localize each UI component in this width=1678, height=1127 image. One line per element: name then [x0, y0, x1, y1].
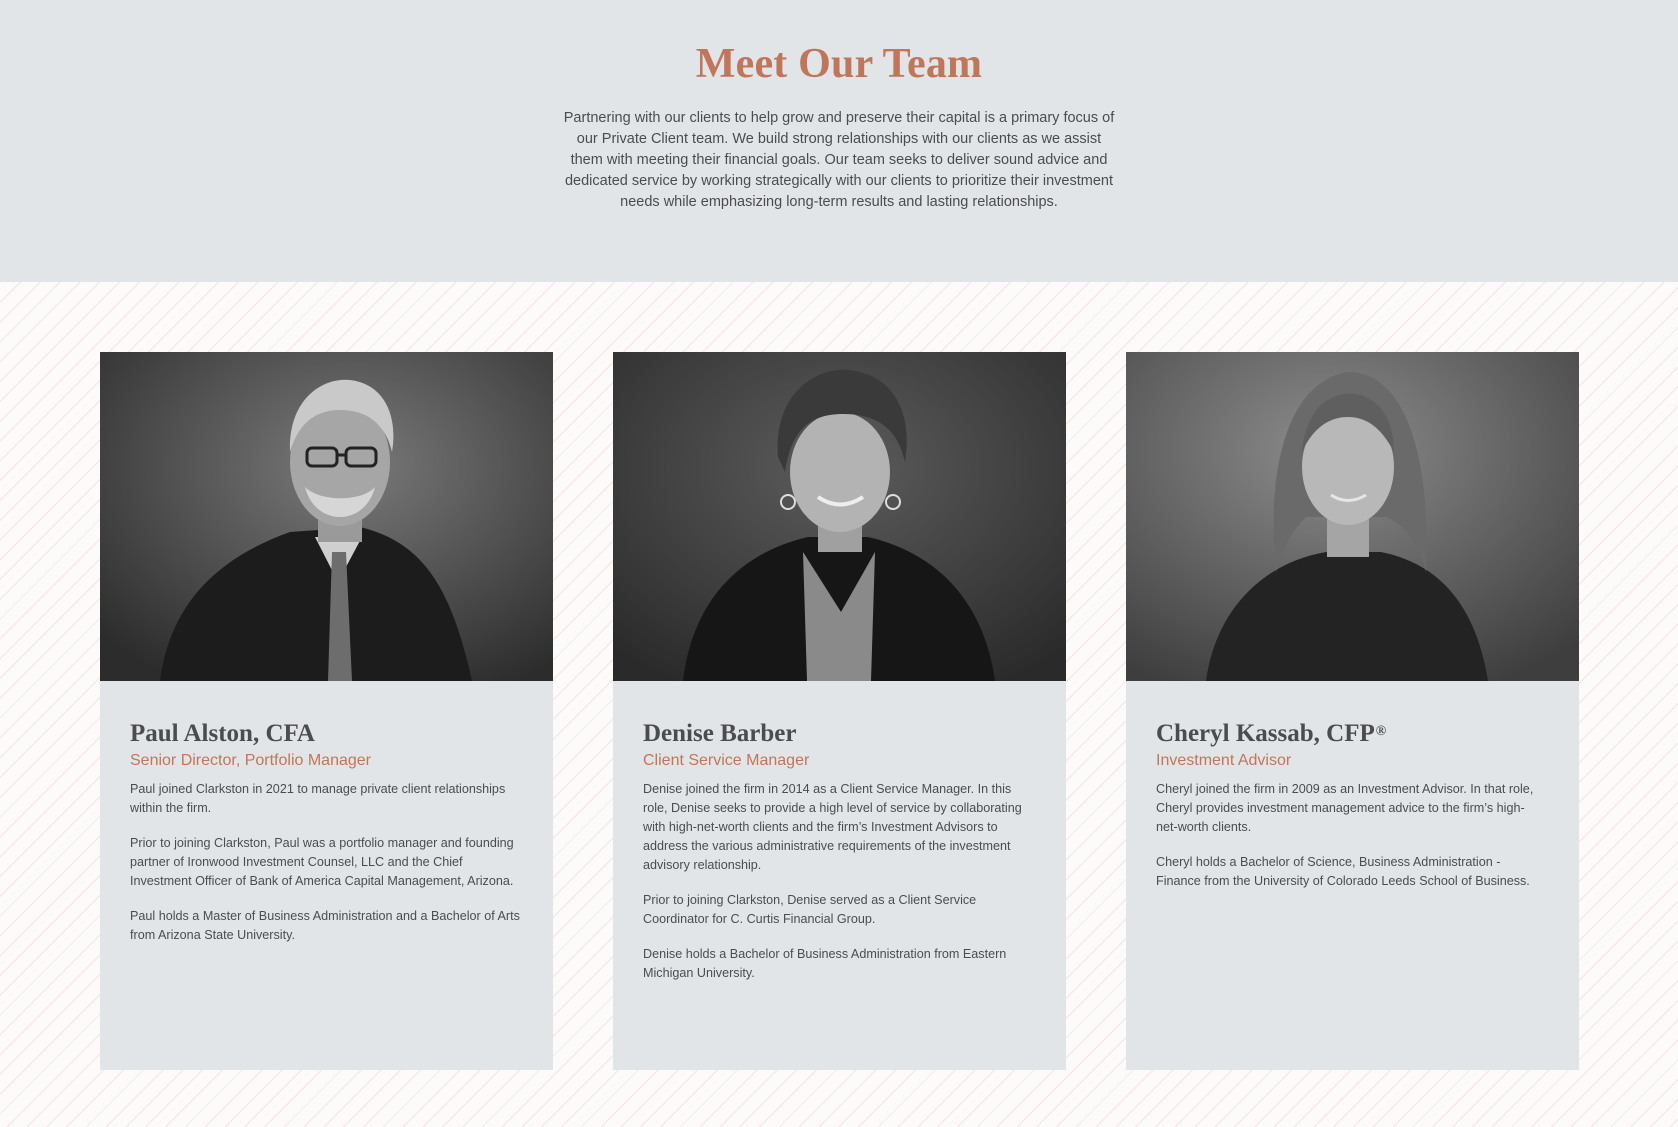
intro-text: Partnering with our clients to help grow and preserve their capital is a primary focus of our Private Client team. We build strong relationships with our clients as we assist them with meeting their financial goals. Our team seeks to deliver sound advice and dedicated service by working strategically with our clients to prioritize their investment needs while emphasizing long-term results and lasting relationships.	[563, 110, 1115, 210]
bio-paragraph: Paul joined Clarkston in 2021 to manage private client relationships within the firm.	[130, 782, 506, 815]
team-member-title: Senior Director, Portfolio Manager	[130, 752, 371, 769]
team-card-cheryl-kassab	[1126, 352, 1579, 1070]
registered-mark: ®	[1375, 724, 1387, 739]
bio-paragraph: Paul holds a Master of Business Administration and a Bachelor of Arts from Arizona State University.	[130, 909, 520, 942]
team-card-denise-barber	[613, 352, 1066, 1070]
team-card-paul-alston	[100, 352, 553, 1070]
bio-paragraph: Denise holds a Bachelor of Business Administration from Eastern Michigan University.	[643, 947, 1007, 980]
bio-paragraph: Cheryl holds a Bachelor of Science, Business Administration - Finance from the University of Colorado Leeds School of Business.	[1156, 855, 1530, 888]
team-member-name	[1156, 719, 1546, 749]
page-title: Meet Our Team	[695, 41, 983, 87]
bio-paragraph: Prior to joining Clarkston, Denise served as a Client Service Coordinator for C. Curtis Financial Group.	[643, 893, 977, 926]
team-member-name: Denise Barber	[643, 720, 797, 747]
bio-paragraph: Denise joined the firm in 2014 as a Client Service Manager. In this role, Denise seeks to provide a high level of service by collaborating with high-net-worth clients and the firm’s Investment Advisors to address the various administrative requirements of the investment advisory relationship.	[643, 782, 1022, 872]
team-member-title: Investment Advisor	[1156, 752, 1292, 769]
bio-paragraph: Prior to joining Clarkston, Paul was a portfolio manager and founding partner of Ironwood Investment Counsel, LLC and the Chief Investment Officer of Bank of America Capital Management, Arizona.	[130, 836, 514, 888]
portrait-photo	[1126, 352, 1579, 681]
portrait-photo	[613, 352, 1066, 681]
bio-paragraph: Cheryl joined the firm in 2009 as an Investment Advisor. In that role, Cheryl provides investment management advice to the firm’s high-net-worth clients.	[1156, 782, 1534, 834]
team-member-name: Paul Alston, CFA	[130, 720, 315, 747]
portrait-photo	[100, 352, 553, 681]
hero-section	[0, 0, 1678, 282]
team-member-title: Client Service Manager	[643, 752, 810, 769]
team-member-name-text: Cheryl Kassab, CFP	[1156, 720, 1375, 747]
